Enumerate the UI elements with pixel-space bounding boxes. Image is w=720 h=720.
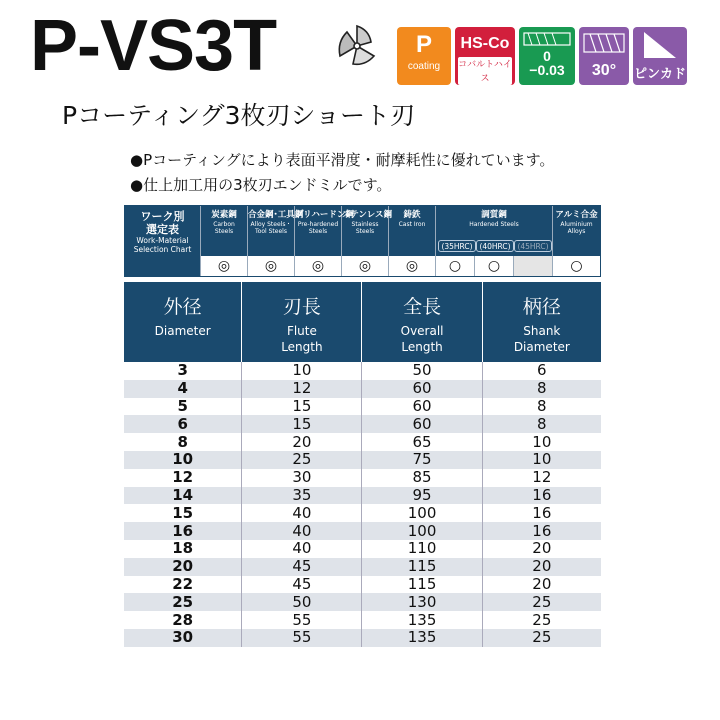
dimension-table <box>124 282 601 647</box>
cell-overall-length: 50 <box>362 362 482 380</box>
cell-shank-diameter: 25 <box>482 629 601 647</box>
table-row <box>124 487 601 505</box>
cell-shank-diameter: 25 <box>482 611 601 629</box>
header-en: Diameter <box>154 324 211 338</box>
work-material-title-jp: ワーク別 選定表 <box>140 210 185 236</box>
table-row <box>124 433 601 451</box>
header-diameter <box>124 282 242 362</box>
tolerance-upper: 0 <box>543 48 551 64</box>
material-jp: 調質鋼 <box>481 210 507 220</box>
table-row <box>124 380 601 398</box>
cell-diameter: 6 <box>124 415 242 433</box>
suitability-symbol: ◎ <box>201 256 248 276</box>
table-row <box>124 469 601 487</box>
table-row <box>124 362 601 380</box>
cell-flute-length: 55 <box>242 611 362 629</box>
cell-diameter: 4 <box>124 380 242 398</box>
cell-diameter: 12 <box>124 469 242 487</box>
hrc-45-label: (45HRC) <box>514 240 552 252</box>
cell-flute-length: 45 <box>242 558 362 576</box>
cell-flute-length: 40 <box>242 504 362 522</box>
material-jp: プリハードン鋼 <box>295 210 354 220</box>
coating-label: coating <box>407 61 441 72</box>
cell-flute-length: 12 <box>242 380 362 398</box>
symbol-row-spacer <box>125 256 201 276</box>
header-jp: 柄径 <box>522 296 561 318</box>
table-row <box>124 415 601 433</box>
material-col-prehardened <box>295 206 354 256</box>
cell-flute-length: 50 <box>242 593 362 611</box>
cell-flute-length: 30 <box>242 469 362 487</box>
cell-overall-length: 135 <box>362 629 482 647</box>
suitability-symbol: ◎ <box>295 256 342 276</box>
table-row <box>124 629 601 647</box>
cell-flute-length: 15 <box>242 398 362 416</box>
feature-bullet-1: ●Pコーティングにより表面平滑度・耐摩耗性に優れています。 <box>130 151 555 169</box>
header-jp: 刃長 <box>282 296 321 318</box>
work-material-title-en: Work-Material Selection Chart <box>133 236 192 254</box>
suitability-symbol: ◎ <box>389 256 436 276</box>
endmill-3-flute-icon <box>333 22 381 70</box>
cell-overall-length: 95 <box>362 487 482 505</box>
table-row <box>124 540 601 558</box>
tolerance-lower: −0.03 <box>529 62 565 78</box>
table-row <box>124 558 601 576</box>
material-jp: 鋳鉄 <box>403 210 421 220</box>
table-row <box>124 522 601 540</box>
cell-diameter: 3 <box>124 362 242 380</box>
helix-angle-icon <box>582 31 626 57</box>
cell-shank-diameter: 8 <box>482 415 601 433</box>
material-jp: 炭素鋼 <box>211 210 237 220</box>
header-overall-length <box>362 282 482 362</box>
cell-overall-length: 60 <box>362 398 482 416</box>
cell-overall-length: 115 <box>362 558 482 576</box>
suitability-symbol: ◎ <box>342 256 389 276</box>
header-flute-length <box>242 282 362 362</box>
material-col-alloy <box>248 206 304 256</box>
table-row <box>124 576 601 594</box>
suitability-symbol <box>514 256 553 276</box>
hrc-40-label: (40HRC) <box>476 240 514 252</box>
cell-flute-length: 40 <box>242 522 362 540</box>
material-col-stainless <box>342 206 392 256</box>
cell-overall-length: 60 <box>362 380 482 398</box>
cell-shank-diameter: 16 <box>482 522 601 540</box>
cell-shank-diameter: 16 <box>482 504 601 522</box>
suitability-symbol: ○ <box>570 258 583 274</box>
table-row <box>124 504 601 522</box>
suitability-symbol: ○ <box>475 256 514 276</box>
cell-shank-diameter: 20 <box>482 540 601 558</box>
cell-diameter: 5 <box>124 398 242 416</box>
header-en: Flute Length <box>281 324 323 354</box>
material-col-cast-iron <box>389 206 436 256</box>
header-en: Overall Length <box>400 324 444 354</box>
cell-shank-diameter: 8 <box>482 380 601 398</box>
product-title: P-VS3T <box>30 6 277 86</box>
material-en: Alloy Steels・ Tool Steels <box>250 221 292 235</box>
material-col-hardened <box>436 206 553 256</box>
cell-flute-length: 15 <box>242 415 362 433</box>
cell-shank-diameter: 12 <box>482 469 601 487</box>
cell-shank-diameter: 10 <box>482 433 601 451</box>
suitability-symbol: ○ <box>436 256 475 276</box>
cell-diameter: 15 <box>124 504 242 522</box>
header-jp: 外径 <box>163 296 202 318</box>
tip-badge <box>633 27 687 85</box>
table-row <box>124 398 601 416</box>
cell-shank-diameter: 25 <box>482 593 601 611</box>
cell-flute-length: 45 <box>242 576 362 594</box>
cell-shank-diameter: 10 <box>482 451 601 469</box>
cell-diameter: 25 <box>124 593 242 611</box>
cell-diameter: 10 <box>124 451 242 469</box>
cell-diameter: 8 <box>124 433 242 451</box>
cell-flute-length: 35 <box>242 487 362 505</box>
cell-shank-diameter: 8 <box>482 398 601 416</box>
table-row <box>124 611 601 629</box>
material-en: Pre-hardened Steels <box>297 221 339 235</box>
helix-angle: 30° <box>591 62 617 79</box>
cell-shank-diameter: 16 <box>482 487 601 505</box>
tip-label: ピンカド <box>633 66 686 81</box>
work-material-symbol-row <box>125 256 600 276</box>
cell-overall-length: 135 <box>362 611 482 629</box>
coating-badge <box>397 27 451 85</box>
cell-shank-diameter: 20 <box>482 576 601 594</box>
material-jp: 合金鋼･工具鋼 <box>248 210 304 220</box>
table-row <box>124 593 601 611</box>
material-en: Stainless Steels <box>351 221 379 235</box>
cell-shank-diameter: 6 <box>482 362 601 380</box>
cell-overall-length: 60 <box>362 415 482 433</box>
helix-badge <box>579 27 629 85</box>
cell-overall-length: 100 <box>362 504 482 522</box>
cell-diameter: 16 <box>124 522 242 540</box>
material-en: Aluminium Alloys <box>560 221 593 235</box>
cell-diameter: 28 <box>124 611 242 629</box>
cell-overall-length: 75 <box>362 451 482 469</box>
hrc-35-label: (35HRC) <box>438 240 476 252</box>
endmill-side-icon <box>522 29 572 49</box>
cell-flute-length: 25 <box>242 451 362 469</box>
material-jp: アルミ合金 <box>555 210 598 220</box>
material-jp: ステンレス鋼 <box>342 210 392 220</box>
material-sub-label: コバルトハイス <box>458 59 512 83</box>
dimension-table-header <box>124 282 601 362</box>
cell-overall-length: 65 <box>362 433 482 451</box>
material-en: Carbon Steels <box>213 221 235 235</box>
cell-overall-length: 100 <box>362 522 482 540</box>
coating-letter: P <box>415 31 432 58</box>
header-shank-diameter <box>482 282 601 362</box>
cell-flute-length: 20 <box>242 433 362 451</box>
product-subtitle: Pコーティング3枚刃ショート刃 <box>62 101 415 130</box>
table-row <box>124 451 601 469</box>
header-jp: 全長 <box>403 296 442 318</box>
material-badge <box>455 27 515 85</box>
cell-diameter: 22 <box>124 576 242 594</box>
header-en: Shank Diameter <box>513 324 570 354</box>
work-material-chart <box>124 205 601 277</box>
cell-diameter: 20 <box>124 558 242 576</box>
work-material-header-row <box>125 206 600 256</box>
corner-tip-icon <box>640 30 680 60</box>
material-col-carbon <box>201 206 248 256</box>
cell-diameter: 30 <box>124 629 242 647</box>
feature-bullet-2: ●仕上加工用の3枚刃エンドミルです。 <box>130 176 392 194</box>
work-material-title-cell <box>125 206 201 256</box>
dimension-table-body <box>124 362 601 647</box>
cell-overall-length: 115 <box>362 576 482 594</box>
material-en: Hardened Steels <box>469 221 519 228</box>
cell-overall-length: 130 <box>362 593 482 611</box>
material-col-aluminium <box>553 206 600 256</box>
cell-flute-length: 55 <box>242 629 362 647</box>
material-en: Cast Iron <box>398 221 426 228</box>
tolerance-badge <box>519 27 575 85</box>
suitability-symbol: ◎ <box>248 256 295 276</box>
cell-flute-length: 40 <box>242 540 362 558</box>
cell-overall-length: 85 <box>362 469 482 487</box>
material-label: HS-Co <box>460 35 510 52</box>
cell-flute-length: 10 <box>242 362 362 380</box>
cell-diameter: 18 <box>124 540 242 558</box>
cell-overall-length: 110 <box>362 540 482 558</box>
cell-shank-diameter: 20 <box>482 558 601 576</box>
cell-diameter: 14 <box>124 487 242 505</box>
